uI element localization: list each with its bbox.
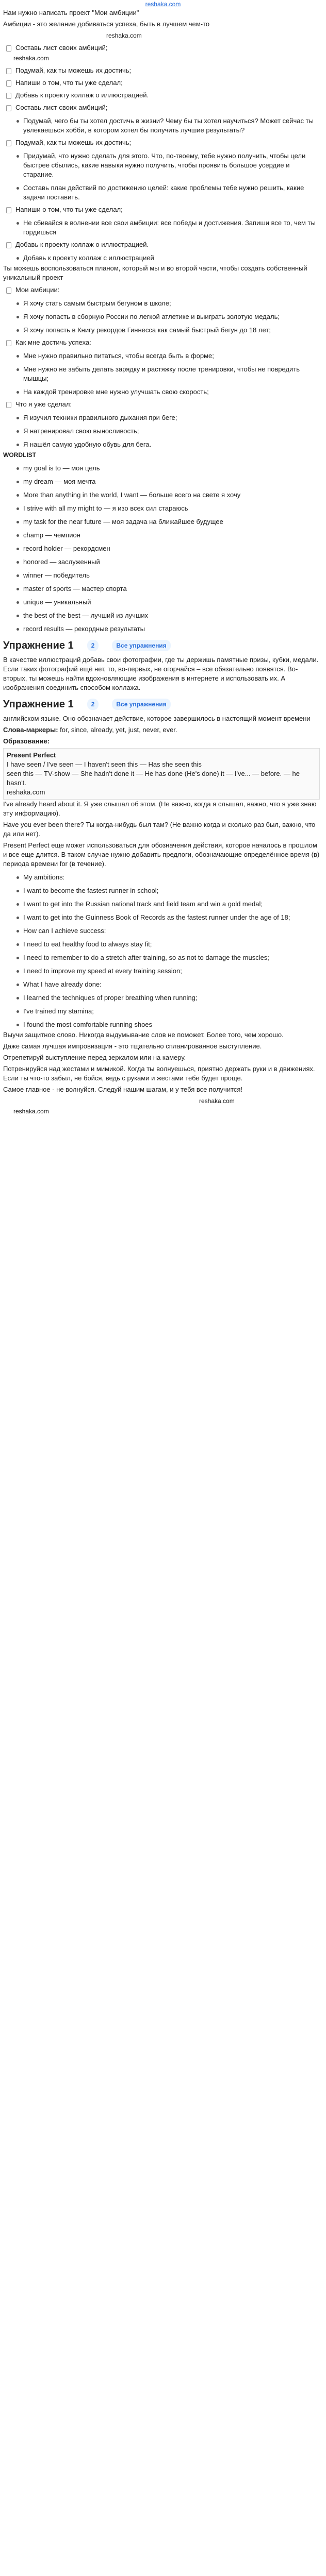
bullet-icon (17, 548, 19, 550)
list-item: Составь лист своих амбиций; (6, 103, 320, 112)
list-item: Что я уже сделал: (6, 400, 320, 409)
bullet-icon (17, 507, 19, 510)
all-exercises-link[interactable]: Все упражнения (112, 699, 170, 710)
ambitions-definition: Амбиции - это желание добиваться успеха, быть в лучшем чем-то (3, 20, 210, 28)
list-item: Добавь к проекту коллаж о иллюстрацией. (6, 91, 320, 100)
bullet-icon (17, 329, 19, 332)
exercise-title: Упражнение 1 (3, 640, 74, 651)
checkbox-icon (6, 140, 11, 146)
checkbox-icon (6, 68, 11, 74)
list-item: Напиши о том, что ты уже сделал; (6, 205, 320, 214)
checkbox-icon (6, 207, 11, 213)
wordlist-item: record results — рекордные результаты (17, 624, 320, 634)
all-exercises-link[interactable]: Все упражнения (112, 640, 170, 651)
bullet-icon (17, 430, 19, 433)
list-item: Добавь к проекту коллаж о иллюстрацией. (6, 240, 320, 249)
bullet-icon (17, 930, 19, 933)
table-row: I have seen / I've seen — I haven't seen this — Has she seen this (7, 760, 202, 768)
sub-point: Мне нужно правильно питаться, чтобы всегда быть в форме; (17, 351, 320, 361)
example: Have you ever been there? Ты когда-нибудь был там? (Не важно когда и сколько раз был, важно, что да или нет). (3, 821, 316, 838)
bullet-icon (17, 355, 19, 358)
exercise-header (3, 640, 320, 651)
tip: Даже самая лучшая импровизация - это тщательно спланированное выступление. (3, 1042, 262, 1050)
english-item: I need to improve my speed at every training session; (17, 967, 320, 976)
bullet-icon (17, 903, 19, 906)
tip: Самое главное - не волнуйся. Следуй нашим шагам, и у тебя все получится! (3, 1086, 243, 1093)
wordlist-item: unique — уникальный (17, 598, 320, 607)
checkbox-icon (6, 242, 11, 248)
sub-point: Не сбивайся в волнении все свои амбиции: все победы и достижения. Запиши все то, чем ты гордишься (17, 218, 320, 237)
bullet-icon (17, 1024, 19, 1026)
list-item: Подумай, как ты можешь их достичь; (6, 138, 320, 147)
bullet-icon (17, 368, 19, 371)
checkbox-icon (6, 287, 11, 294)
list-item: Подумай, как ты можешь их достичь; (6, 66, 320, 75)
watermark: reshaka.com (106, 32, 142, 39)
wordlist-item: master of sports — мастер спорта (17, 584, 320, 594)
sub-point: Мне нужно не забыть делать зарядку и растяжку после тренировки, чтобы не повредить мышцы; (17, 365, 320, 383)
wordlist-item: my dream — моя мечта (17, 477, 320, 486)
bullet-icon (17, 444, 19, 446)
bullet-icon (17, 561, 19, 564)
sub-point: Я изучил техники правильного дыхания при беге; (17, 413, 320, 422)
exercise-count[interactable]: 2 (87, 640, 99, 651)
table-row: seen this — TV-show — She hadn't done it — He has done (He's done) it — I've... — before. — he hasn't. (7, 770, 300, 787)
bullet-icon (17, 890, 19, 892)
list-item: Мои амбиции: (6, 285, 320, 295)
english-item: What I have already done: (17, 980, 320, 989)
watermark: reshaka.com (199, 1097, 235, 1105)
sub-point: Я хочу попасть в сборную России по легкой атлетике и выиграть золотую медаль; (17, 312, 320, 321)
formation-label: Образование: (3, 737, 50, 745)
wordlist-item: the best of the best — лучший из лучших (17, 611, 320, 620)
collage-text: В качестве иллюстраций добавь свои фотографии, где ты держишь памятные призы, кубки, медали. Если таких фотографий ещё нет, то, во-первых, не огорчайся – все обязательно появятся. Во-вторых, ты можешь найти вдохновляющие изображения в интернете и использовать их. А изображения соединить способом коллажа. (3, 656, 319, 691)
english-item: I want to become the fastest runner in school; (17, 886, 320, 895)
bullet-icon (17, 391, 19, 394)
example: I've already heard about it. Я уже слышал об этом. (Не важно, когда я слышал, важно, что я уже знаю эту информацию). (3, 800, 317, 817)
sub-point: Я хочу попасть в Книгу рекордов Гиннесса как самый быстрый бегун до 18 лет; (17, 326, 320, 335)
bullet-icon (17, 876, 19, 879)
english-item: I need to remember to do a stretch after training, so as not to damage the muscles; (17, 953, 320, 962)
bullet-icon (17, 984, 19, 986)
bullet-icon (17, 917, 19, 919)
bullet-icon (17, 316, 19, 318)
list-item: Как мне достичь успеха: (6, 338, 320, 347)
english-item: I learned the techniques of proper breathing when running; (17, 993, 320, 1003)
checkbox-icon (6, 340, 11, 346)
english-item: How can I achieve success: (17, 926, 320, 936)
tip: Отрепетируй выступление перед зеркалом или на камеру. (3, 1054, 186, 1061)
bullet-icon (17, 1010, 19, 1013)
wordlist-item: honored — заслуженный (17, 557, 320, 567)
checkbox-icon (6, 105, 11, 111)
wordlist-item: champ — чемпион (17, 531, 320, 540)
wordlist-item: my goal is to — моя цель (17, 464, 320, 473)
main-content (3, 8, 320, 1117)
english-item: I found the most comfortable running shoes (17, 1020, 320, 1029)
english-item: I want to get into the Russian national track and field team and win a gold medal; (17, 900, 320, 909)
wordlist-item: I strive with all my might to — я изо всех сил стараюсь (17, 504, 320, 513)
bullet-icon (17, 615, 19, 617)
table-row: reshaka.com (7, 788, 45, 796)
sub-point: Я хочу стать самым быстрым бегуном в школе; (17, 299, 320, 308)
bullet-icon (17, 481, 19, 483)
example: Present Perfect еще может использоваться для обозначения действия, которое началось в прошлом и все еще длится. В таком случае нужно добавить предлоги, обозначающие определённое время (в) периода времени for (в течение). (3, 841, 320, 868)
bullet-icon (17, 534, 19, 537)
bullet-icon (17, 155, 19, 158)
checkbox-icon (6, 45, 11, 52)
watermark: reshaka.com (13, 1108, 49, 1115)
bullet-icon (17, 222, 19, 225)
sub-point: Я натренировал свою выносливость; (17, 427, 320, 436)
tip: Потренируйся над жестами и мимикой. Когда ты волнуешься, приятно держать руки и в движениях. Если ты что-то забыл, не бойся, ведь с руками и жестами тебе будет проще. (3, 1065, 315, 1082)
bullet-icon (17, 494, 19, 497)
grammar-table (3, 748, 320, 800)
sub-point: Добавь к проекту коллаж с иллюстрацией (17, 253, 320, 263)
bullet-icon (17, 628, 19, 631)
watermark: reshaka.com (13, 55, 49, 62)
exercise-header-2 (3, 699, 320, 710)
bullet-icon (17, 574, 19, 577)
bullet-icon (17, 601, 19, 604)
checkbox-icon (6, 80, 11, 87)
list-item: Напиши о том, что ты уже сделал; (6, 78, 320, 88)
plan-intro: Ты можешь воспользоваться планом, который мы и во второй части, чтобы создать собственный уникальный проект (3, 264, 307, 281)
markers: Слова-маркеры: for, since, already, yet, just, never, ever. (3, 726, 177, 734)
grammar-intro: английском языке. Оно обозначает действие, которое завершилось в настоящий момент времени (3, 715, 311, 722)
sub-point: На каждой тренировке мне нужно улучшать свою скорость; (17, 387, 320, 397)
bullet-icon (17, 120, 19, 123)
english-item: I need to eat healthy food to always stay fit; (17, 940, 320, 949)
bullet-icon (17, 467, 19, 470)
site-header (0, 0, 326, 7)
sub-point: Придумай, что нужно сделать для этого. Что, по-твоему, тебе нужно получить, чтобы цели быстрее сбылись, какие навыки нужно получить, чтобы проявить большое усердие и старание. (17, 151, 320, 179)
bullet-icon (17, 257, 19, 260)
wordlist-title: WORDLIST (3, 451, 36, 459)
bullet-icon (17, 417, 19, 419)
site-link[interactable]: reshaka.com (145, 1, 181, 8)
sub-point: Я нашёл самую удобную обувь для бега. (17, 440, 320, 449)
list-item: Составь лист своих амбиций; (6, 43, 320, 53)
bullet-icon (17, 970, 19, 973)
sub-point: Составь план действий по достижению целей: какие проблемы тебе нужно решить, какие задачи поставить. (17, 183, 320, 202)
checkbox-icon (6, 93, 11, 99)
bullet-icon (17, 302, 19, 305)
bullet-icon (17, 588, 19, 590)
sub-point: Подумай, чего бы ты хотел достичь в жизни? Чему бы ты хотел научиться? Может сейчас ты увлекаешься хобби, в котором хотел бы получить лучшие результаты? (17, 116, 320, 135)
wordlist-item: record holder — рекордсмен (17, 544, 320, 553)
wordlist-item: winner — победитель (17, 571, 320, 580)
bullet-icon (17, 997, 19, 999)
tip: Выучи защитное слово. Никогда выдумывание слов не поможет. Более того, чем хорошо. (3, 1031, 284, 1039)
wordlist-item: my task for the near future — моя задача на ближайшее будущее (17, 517, 320, 527)
bullet-icon (17, 521, 19, 523)
bullet-icon (17, 943, 19, 946)
present-perfect-label: Present Perfect (7, 751, 56, 759)
exercise-count[interactable]: 2 (87, 699, 99, 710)
intro: Нам нужно написать проект "Мои амбиции" (3, 9, 139, 16)
bullet-icon (17, 187, 19, 190)
english-item: My ambitions: (17, 873, 320, 882)
english-item: I've trained my stamina; (17, 1007, 320, 1016)
bullet-icon (17, 957, 19, 959)
exercise-title: Упражнение 1 (3, 699, 74, 710)
english-item: I want to get into the Guinness Book of Records as the fastest runner under the age of 18; (17, 913, 320, 922)
checkbox-icon (6, 402, 11, 408)
wordlist-item: More than anything in the world, I want — больше всего на свете я хочу (17, 490, 320, 500)
